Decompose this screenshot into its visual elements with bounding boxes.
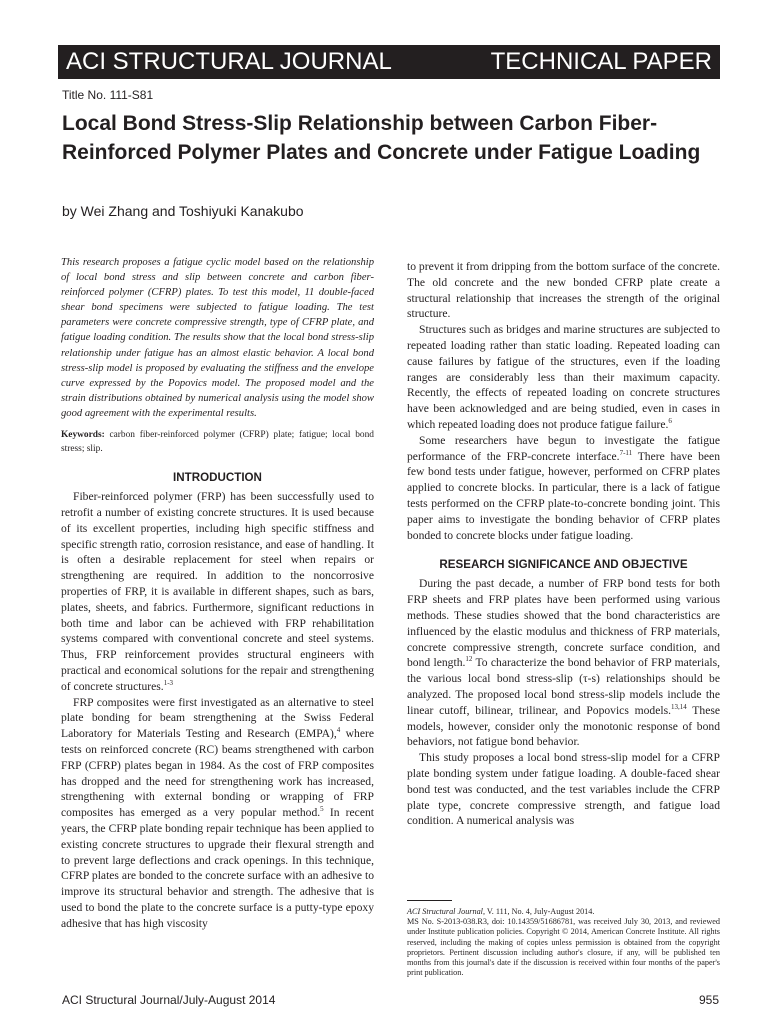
research-significance-heading: RESEARCH SIGNIFICANCE AND OBJECTIVE xyxy=(439,558,688,572)
intro-p2-text-c: In recent years, the CFRP plate bonding repair technique has been applied to existing concrete structures to upgrade their flexural strength and to prevent large deflections and crack openings. In this technique, CFRP plates are bonded to the concrete surface with an adhesive to improve its structural behavior and strength. The adhesive that is used to bond the plate to the concrete surface is a putty-type epoxy adhesive that has high viscosity xyxy=(61,806,374,930)
citation: 4 xyxy=(336,726,341,735)
intro-p2-text-a: FRP composites were first investigated as an alternative to steel plate bonding for beam strengthening at the Swiss Federal Laboratory for Materials Testing and Research (EMPA), xyxy=(61,695,374,741)
citation: 7-11 xyxy=(619,448,633,457)
right-p3-text-a: During the past decade, a number of FRP bond tests for both FRP sheets and FRP plates have been performed using various methods. These studies showed that the bond characteristics are influenced by the elastic modulus and thickness of FRP materials, concrete compressive strength, concrete surface condition, and bond length. xyxy=(407,577,720,670)
citation: 5 xyxy=(320,805,324,814)
right-paragraph-0: to prevent it from dripping from the bottom surface of the concrete. The old concrete and the new bonded CFRP plate create a structural relationship that increases the strength of the original structure. xyxy=(407,260,720,321)
right-p3-text-c: These models, however, consider only the monotonic response of bond behaviors, not fatigue bond behavior. xyxy=(407,703,720,749)
introduction-heading: INTRODUCTION xyxy=(173,471,262,485)
journal-banner xyxy=(58,45,720,79)
left-column xyxy=(61,255,374,932)
citation: 13,14 xyxy=(671,702,687,711)
right-paragraph-2 xyxy=(407,433,720,544)
right-paragraph-4: This study proposes a local bond stress-slip model for a CFRP plate bonding system under fatigue loading. A double-faced shear bond test was conducted, and the test variables include the CFRP plate type, concrete compressive strength, and fatigue load condition. A numerical analysis was xyxy=(407,751,720,828)
keywords-label: Keywords: xyxy=(61,430,105,441)
footnote-divider xyxy=(407,900,452,901)
intro-p1-text: Fiber-reinforced polymer (FRP) has been successfully used to retrofit a number of existing concrete structures. It is used because of its excellent properties, including high specific stiffness and specific strength ratio, corrosion resistance, and ease of handling. It is often a desirable replacement for steel when repairs or strengthening are required. In addition to the noncorrosive properties of FRP, it is available in different shapes, such as bars, plates, sheets, and fabrics. Furthermore, significant reductions in both time and labor can be achieved with FRP rehabilitation systems compared with conventional concrete and steel systems. Thus, FRP reinforcement provides structural engineers with practical and economical solutions for the repair and strengthening of concrete structures. xyxy=(61,490,374,693)
intro-paragraph-1 xyxy=(61,489,374,694)
abstract: This research proposes a fatigue cyclic model based on the relationship of local bond stress and slip between concrete and carbon fiber-reinforced polymer (CFRP) plates. To test this model, 11 double-faced shear bond specimens were subjected to fatigue loading. The test parameters were concrete compressive strength, type of CFRP plate, and fatigue loading condition. The results show that the local bond stress-slip relationship under fatigue has an almost elastic behavior. A local bond stress-slip model is proposed by evaluating the stiffness and the envelope curve expressed by the Popovics model. The proposed model and the strain distributions obtained by numerical analysis using the model show good agreement with the experimental results. xyxy=(61,257,374,419)
citation: 12 xyxy=(465,655,473,664)
right-column xyxy=(407,259,720,829)
right-paragraph-1 xyxy=(407,322,720,433)
right-paragraph-3 xyxy=(407,576,720,750)
keywords-text: carbon fiber-reinforced polymer (CFRP) plate; fatigue; local bond stress; slip. xyxy=(61,430,374,454)
footnote-volume: , V. 111, No. 4, July-August 2014. xyxy=(482,907,595,916)
section-label: TECHNICAL PAPER xyxy=(490,48,712,75)
intro-paragraph-2 xyxy=(61,695,374,932)
intro-p2-text-b: where tests on reinforced concrete (RC) beams strengthened with carbon FRP (CFRP) plates began in 1984. As the cost of FRP composites has dropped and the need for strengthening work has increased, strengthening with external bonding or wrapping of FRP composites has emerged as a very popular method. xyxy=(61,727,374,820)
footnote-citation xyxy=(407,907,720,917)
page-number: 955 xyxy=(698,993,719,1007)
footnote xyxy=(407,907,720,978)
right-p2-text-a: Some researchers have begun to investigate the fatigue performance of the FRP-concrete interface. xyxy=(407,433,720,463)
right-p1-text: Structures such as bridges and marine structures are subjected to repeated loading rather than static loading. Repeated loading can cause failures by fatigue of the structures, even if the loading ranges are considerably less than their maximum capacity. Recently, the effects of repeated loading on concrete structures have been acknowledged and are being studied, even in cases in which repeated loading does not produce fatigue failure. xyxy=(407,323,720,431)
right-p2-text-b: There have been few bond tests under fatigue, however, performed on CFRP plates applied to concrete blocks. In particular, there is a lack of fatigue tests performed on the CFRP plate-to-concrete bonding joint. This paper aims to investigate the bonding behavior of CFRP plates bonded to concrete blocks under fatigue loading. xyxy=(407,449,720,542)
footnote-journal: ACI Structural Journal xyxy=(407,907,483,916)
keywords xyxy=(61,429,374,456)
paper-title: Local Bond Stress-Slip Relationship between Carbon Fiber-Reinforced Polymer Plates and Concrete under Fatigue Loading xyxy=(62,112,701,164)
author-line: by Wei Zhang and Toshiyuki Kanakubo xyxy=(62,203,304,219)
title-number: Title No. 111-S81 xyxy=(62,88,154,102)
running-footer: ACI Structural Journal/July-August 2014 xyxy=(62,993,276,1007)
journal-name: ACI STRUCTURAL JOURNAL xyxy=(66,48,392,75)
citation: 1-3 xyxy=(163,678,174,687)
right-p3-text-b: To characterize the bond behavior of FRP materials, the various local bond stress-slip (τ-s) relationships should be analyzed. The proposed local bond stress-slip models include the linear cutoff, bilinear, trilinear, and Popovics models. xyxy=(407,656,720,717)
citation: 6 xyxy=(668,417,672,426)
footnote-body: MS No. S-2013-038.R3, doi: 10.14359/51686781, was received July 30, 2013, and reviewed under Institute publication policies. Copyright © 2014, American Concrete Institute. All rights reserved, including the making of copies unless permission is obtained from the copyright proprietors. Pertinent discussion including author's closure, if any, will be published ten months from this journal's date if the discussion is received within four months of the paper's print publication. xyxy=(407,917,720,978)
